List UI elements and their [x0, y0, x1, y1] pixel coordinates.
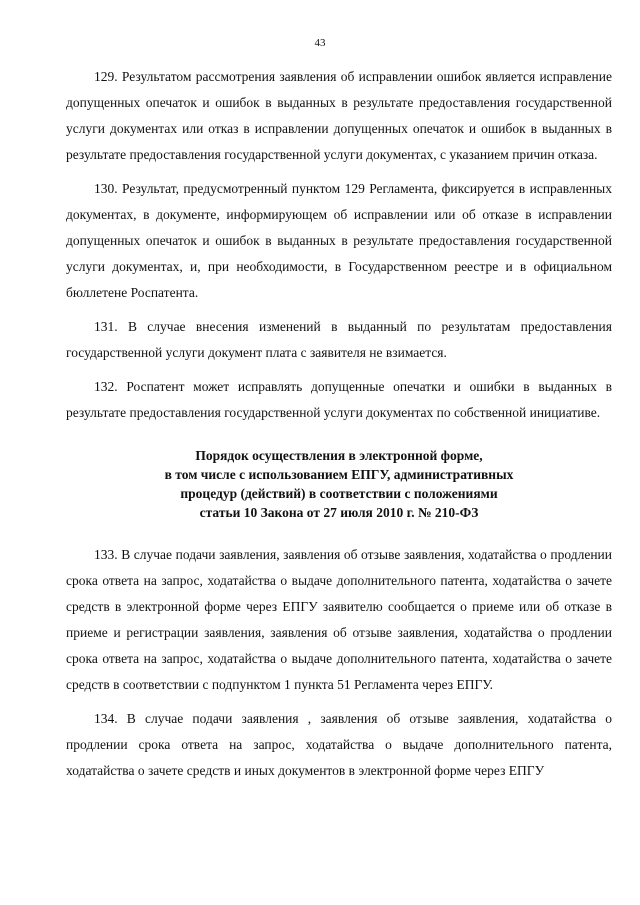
paragraph-131: 131. В случае внесения изменений в выданный по результатам предоставления государственной услуги документ плата с заявителя не взимается.	[66, 319, 612, 360]
page-number: 43	[314, 37, 326, 49]
paragraph-134: 134. В случае подачи заявления , заявления об отзыве заявления, ходатайства о продлении срока ответа на запрос, ходатайства о выдаче дополнительного патента, ходатайства о зачете средств и иных документов в электронной форме через ЕПГУ	[66, 711, 612, 778]
paragraph-133: 133. В случае подачи заявления, заявления об отзыве заявления, ходатайства о продлении срока ответа на запрос, ходатайства о выдаче дополнительного патента, ходатайства о зачете средств в электронной форме через ЕПГУ заявителю сообщается о приеме или об отказе в приеме и регистрации заявления, заявления об отзыве заявления, ходатайства о продлении срока ответа на запрос, ходатайства о выдаче дополнительного патента, ходатайства о зачете средств в соответствии с подпунктом 1 пункта 51 Регламента через ЕПГУ.	[66, 547, 612, 692]
section-heading-line: процедур (действий) в соответствии с положениями	[180, 486, 498, 501]
paragraph-129: 129. Результатом рассмотрения заявления об исправлении ошибок является исправление допущенных опечаток и ошибок в выданных в результате предоставления государственной услуги документах или отказ в исправлении допущенных опечаток и ошибок в выданных в результате предоставления государственной услуги документах, с указанием причин отказа.	[66, 69, 612, 162]
section-heading	[66, 446, 612, 522]
section-heading-line: в том числе с использованием ЕПГУ, административных	[164, 467, 514, 482]
paragraph-130: 130. Результат, предусмотренный пунктом 129 Регламента, фиксируется в исправленных документах, в документе, информирующем об исправлении или об отказе в исправлении допущенных опечаток и ошибок в выданных в результате предоставления государственной услуги документах, и, при необходимости, в Государственном реестре и в официальном бюллетене Роспатента.	[66, 181, 612, 300]
section-heading-line: статьи 10 Закона от 27 июля 2010 г. № 210-ФЗ	[199, 505, 479, 520]
document-body	[66, 64, 612, 792]
paragraph-132: 132. Роспатент может исправлять допущенные опечатки и ошибки в выданных в результате предоставления государственной услуги документах по собственной инициативе.	[66, 379, 612, 420]
section-heading-line: Порядок осуществления в электронной форме,	[195, 448, 483, 463]
